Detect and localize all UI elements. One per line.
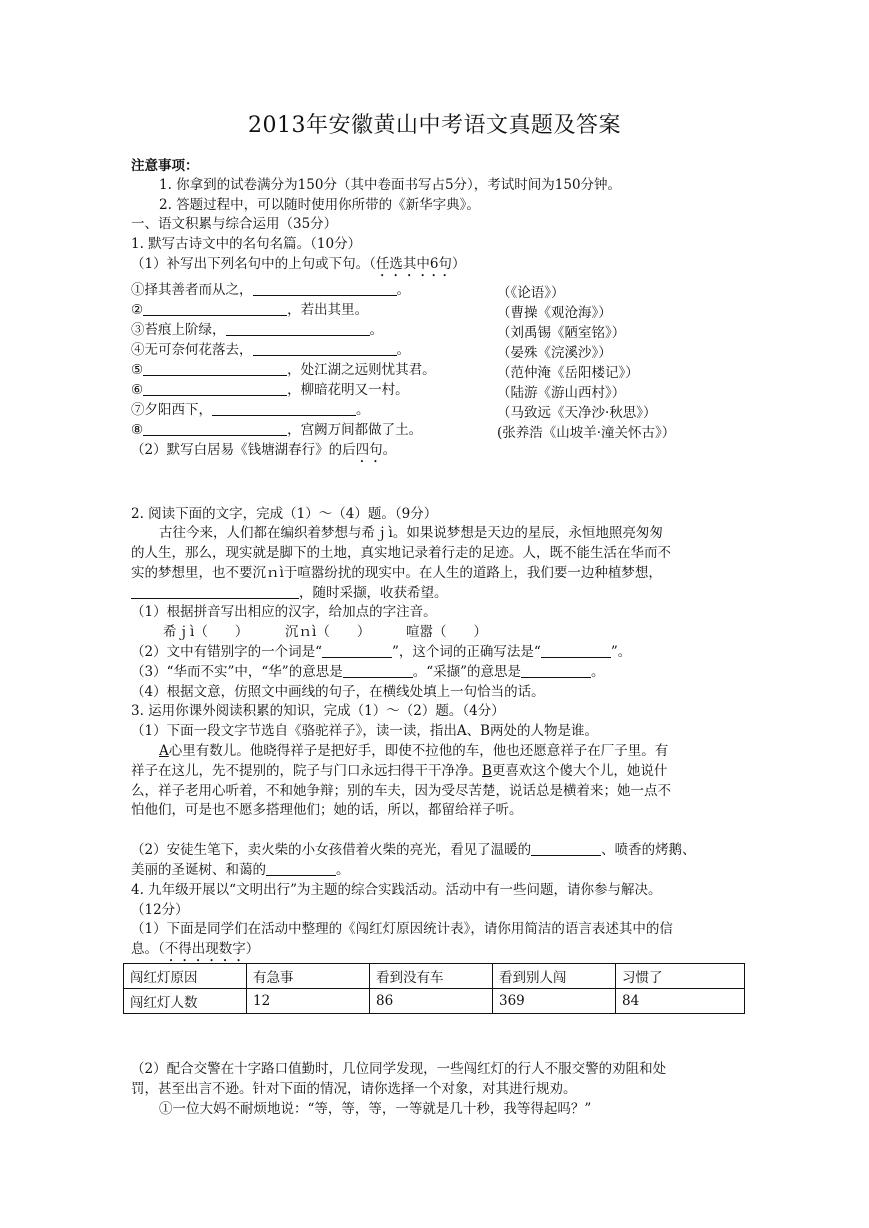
answer-blank[interactable] (521, 663, 591, 678)
table-cell: 闯红灯人数 (124, 989, 247, 1014)
instruction-text: （1）补写出下列名句中的上句或下句。（ (131, 256, 376, 272)
question-text: 。“采撷”的意思是 (412, 664, 522, 680)
table-cell: 369 (493, 989, 616, 1014)
table-cell: 看到没有车 (370, 964, 493, 989)
red-light-stats-table (123, 963, 745, 1014)
emphasis-text: 不得出现数字 (164, 941, 246, 957)
poem-line (131, 401, 370, 419)
passage-line: 怕他们，可是也不愿多搭理他们；她的话，所以，都留给祥子听。 (131, 802, 523, 818)
poem-text: 。 (396, 342, 410, 358)
emphasis-text: 四句 (355, 442, 383, 458)
answer-blank[interactable] (226, 321, 370, 336)
question-text: ） (245, 941, 260, 957)
sub-question (131, 841, 696, 859)
answer-blank[interactable] (143, 301, 287, 316)
poem-text: ③苔痕上阶绿， (131, 322, 226, 338)
passage-text: 祥子在这儿，先不提别的，院子与门口永远扫得干干净净。 (131, 763, 482, 779)
answer-blank[interactable] (212, 401, 356, 416)
notice-item: 2. 答题过程中，可以随时使用你所带的《新华字典》。 (159, 197, 480, 213)
question-text: 。 (336, 862, 350, 878)
passage-text: 更喜欢这个傻大个儿，她说什 (491, 763, 668, 779)
answer-blank[interactable] (531, 841, 601, 856)
notice-heading: 注意事项： (131, 158, 199, 174)
passage-line: 么，祥子老用心听着，不和她争辩；别的车夫，因为受尽苦楚，说话总是横着来；她一点不 (131, 783, 671, 799)
instruction-text: 。 (382, 442, 397, 458)
question-text: 。 (591, 664, 605, 680)
poem-text: ⑧ (131, 422, 144, 438)
poem-text: ，宫阙万间都做了土。 (287, 422, 423, 438)
question-heading: 4. 九年级开展以“文明出行”为主题的综合实践活动。活动中有一些问题，请你参与解决。 (131, 882, 662, 898)
poem-line (131, 321, 383, 339)
passage-line (131, 584, 448, 602)
table-cell: 看到别人闯 (493, 964, 616, 989)
poem-text: ⑥ (131, 382, 144, 398)
poem-source: （曹操《观沧海》） (497, 305, 612, 321)
table-cell: 86 (370, 989, 493, 1014)
passage-text: ，随时采撷，收获希望。 (299, 585, 448, 601)
passage-text: 心里有数儿。他晓得祥子是把好手，即使不拉他的车，他也还愿意祥子在厂子里。有 (168, 743, 669, 759)
poem-line (131, 281, 410, 299)
marker-a: A (159, 743, 169, 759)
poem-text: 。 (369, 322, 383, 338)
question-heading: 2. 阅读下面的文字，完成（1）～（4）题。（9分） (131, 506, 438, 522)
table-cell: 有急事 (247, 964, 370, 989)
poem-line (131, 381, 409, 399)
section-heading: 一、语文积累与综合运用（35分） (131, 216, 338, 232)
answer-blank[interactable] (131, 584, 299, 599)
sub-question (131, 643, 631, 661)
poem-text: ，若出其里。 (287, 302, 369, 318)
question-text: 、喷香的烤鹅、 (601, 842, 696, 858)
answer-blank[interactable] (143, 361, 287, 376)
poem-text: 。 (396, 282, 410, 298)
poem-text: ④无可奈何花落去， (131, 342, 253, 358)
poem-text: ⑤ (131, 362, 144, 378)
instruction-text: （2）默写白居易《钱塘湖春行》的后 (131, 442, 356, 458)
notice-item: 1. 你拿到的试卷满分为150分（其中卷面书写占5分），考试时间为150分钟。 (159, 177, 622, 193)
sub-question: （4）根据文意，仿照文中画线的句子，在横线处填上一句恰当的话。 (131, 684, 545, 700)
page-title: 2013年安徽黄山中考语文真题及答案 (248, 113, 621, 138)
answer-blank[interactable] (322, 643, 392, 658)
answer-blank[interactable] (143, 381, 287, 396)
table-cell: 闯红灯原因 (124, 964, 247, 989)
sub-question: （1）下面一段文字节选自《骆驼祥子》，读一读，指出A、B两处的人物是谁。 (131, 723, 599, 739)
question-instruction (131, 441, 396, 466)
poem-text: ⑦夕阳西下， (131, 402, 212, 418)
answer-blank[interactable] (143, 421, 287, 436)
poem-text: 。 (356, 402, 370, 418)
passage-line: 实的梦想里，也不要沉ｎì于喧嚣纷扰的现实中。在人生的道路上，我们要一边种植梦想， (131, 565, 662, 581)
answer-blank[interactable] (541, 643, 611, 658)
poem-text: ①择其善者而从之， (131, 282, 253, 298)
table-row (124, 989, 745, 1014)
question-instruction (131, 255, 465, 280)
poem-source: （范仲淹《岳阳楼记》） (497, 365, 639, 381)
sub-question: （1）根据拼音写出相应的汉字，给加点的字注音。 (131, 604, 437, 620)
sub-question: （2）配合交警在十字路口值勤时，几位同学发现，一些闯红灯的行人不服交警的劝阻和处 (131, 1061, 667, 1077)
poem-source: （晏殊《浣溪沙》） (497, 345, 612, 361)
sub-question (131, 663, 605, 681)
poem-text: ② (131, 302, 144, 318)
scenario-item: ①一位大妈不耐烦地说：“等，等，等，一等就是几十秒，我等得起吗？” (159, 1101, 592, 1117)
poem-source: （陆游《游山西村》） (497, 385, 626, 401)
question-heading: 3. 运用你课外阅读积累的知识，完成（1）～（2）题。（4分） (131, 703, 505, 719)
passage-line (159, 742, 668, 760)
passage-line: 古往今来，人们都在编织着梦想与希ｊì。如果说梦想是天边的星辰，永恒地照亮匆匆 (159, 525, 663, 541)
poem-source: （《论语》） (497, 285, 565, 301)
table-cell: 12 (247, 989, 370, 1014)
table-cell: 84 (616, 989, 745, 1014)
sub-question: （1）下面是同学们在活动中整理的《闯红灯原因统计表》，请你用简洁的语言表述其中的信 (131, 921, 673, 937)
sub-question (131, 861, 350, 879)
question-text: ”。 (610, 644, 632, 660)
question-text: 美丽的圣诞树、和蔼的 (131, 862, 266, 878)
question-heading: 1. 默写古诗文中的名句名篇。（10分） (131, 236, 362, 252)
question-text: （2）文中有错别字的一个词是“ (131, 644, 322, 660)
table-row (124, 964, 745, 989)
question-text: （2）安徒生笔下，卖火柴的小女孩借着火柴的亮光，看见了温暖的 (131, 842, 532, 858)
passage-line (131, 762, 667, 780)
poem-line (131, 361, 436, 379)
emphasis-text: 任选其中6句 (375, 256, 452, 272)
answer-blank[interactable] (266, 861, 336, 876)
instruction-text: ） (451, 256, 466, 272)
question-text: （3）“华而不实”中，“华”的意思是 (131, 664, 343, 680)
poem-line (131, 301, 368, 319)
poem-text: ，处江湖之远则忧其君。 (287, 362, 436, 378)
answer-blank[interactable] (343, 663, 413, 678)
answer-blank[interactable] (253, 341, 397, 356)
question-text: ”，这个词的正确写法是“ (392, 644, 541, 660)
marker-b: B (482, 763, 492, 779)
question-score: （12分） (131, 902, 189, 918)
sub-question (131, 940, 259, 965)
pinyin-item[interactable]: 喧嚣（ ） (406, 624, 487, 640)
poem-line (131, 341, 410, 359)
passage-line: 的人生，那么，现实就是脚下的土地，真实地记录着行走的足迹。人，既不能生活在华而不 (131, 545, 671, 561)
table-cell: 习惯了 (616, 964, 745, 989)
poem-source: （刘禹锡《陋室铭》） (497, 325, 626, 341)
sub-question: 罚，甚至出言不逊。针对下面的情况，请你选择一个对象，对其进行规劝。 (131, 1081, 577, 1097)
poem-line (131, 421, 422, 439)
poem-source: （马致远《天净沙·秋思》） (497, 405, 657, 421)
pinyin-item[interactable]: 希ｊì（ ） (163, 624, 249, 640)
question-text: 息。（ (131, 941, 165, 957)
poem-text: ，柳暗花明又一村。 (287, 382, 409, 398)
pinyin-item[interactable]: 沉ｎì（ ） (285, 624, 371, 640)
answer-blank[interactable] (253, 281, 397, 296)
poem-source: (张养浩《山坡羊·潼关怀古》） (497, 425, 676, 441)
